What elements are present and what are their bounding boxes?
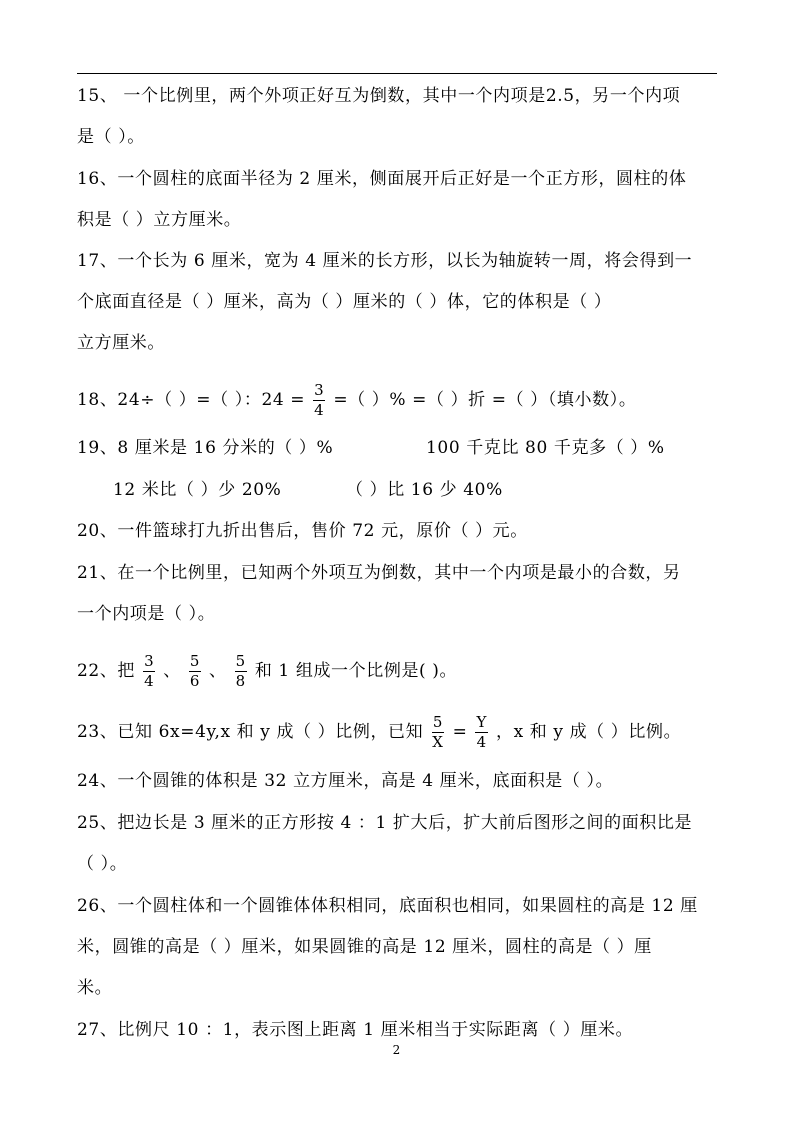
q23-fraction-2 — [475, 714, 488, 751]
q26-line1: 26、一个圆柱体和一个圆锥体体积相同，底面积也相同，如果圆柱的高是 12 厘 — [77, 896, 698, 916]
q23-f1-numerator: 5 — [432, 713, 443, 731]
q19-line1a: 19、8 厘米是 16 分米的（ ）% — [77, 438, 334, 458]
q15-line1: 15、 一个比例里，两个外项正好互为倒数，其中一个内项是2.5，另一个内项 — [77, 86, 681, 106]
q22-f2-numerator: 5 — [189, 652, 201, 670]
q24-line: 24、一个圆锥的体积是 32 立方厘米，高是 4 厘米，底面积是（ ）。 — [77, 771, 614, 791]
q27-line: 27、比例尺 10 ：1，表示图上距离 1 厘米相当于实际距离（ ）厘米。 — [77, 1020, 634, 1040]
q25-line1: 25、把边长是 3 厘米的正方形按 4 ：1 扩大后，扩大前后图形之间的面积比是 — [77, 813, 693, 833]
q23-f2-numerator: Y — [476, 713, 487, 731]
q19-line1b: 100 千克比 80 千克多（ ）% — [426, 438, 665, 458]
q22-f2-denominator: 6 — [189, 672, 201, 690]
q15-line2: 是（ ）。 — [77, 127, 145, 147]
page-number: 2 — [392, 1043, 401, 1057]
q22-f1-numerator: 3 — [144, 652, 155, 670]
q18-numerator: 3 — [314, 381, 325, 399]
header-rule — [77, 73, 717, 74]
q22-suffix: 和 1 组成一个比例是( )。 — [254, 661, 458, 681]
q19-line2a: 12 米比（ ）少 20% — [113, 480, 282, 500]
q23-prefix: 23、已知 6x=4y,x 和 y 成（ ）比例，已知 — [77, 722, 424, 742]
q20-line: 20、一件篮球打九折出售后，售价 72 元，原价（ ）元。 — [77, 521, 528, 541]
q22-line — [77, 653, 457, 690]
q26-line2: 米，圆锥的高是（ ）厘米，如果圆锥的高是 12 厘米，圆柱的高是（ ）厘 — [77, 937, 652, 957]
q22-separator-1: 、 — [163, 661, 181, 681]
q16-line1: 16、一个圆柱的底面半径为 2 厘米，侧面展开后正好是一个正方形，圆柱的体 — [77, 169, 687, 189]
q17-line1: 17、一个长为 6 厘米，宽为 4 厘米的长方形，以长为轴旋转一周，将会得到一 — [77, 251, 693, 271]
q17-line3: 立方厘米。 — [77, 333, 165, 353]
q22-f1-denominator: 4 — [144, 672, 155, 690]
q21-line2: 一个内项是（ ）。 — [77, 604, 216, 624]
q16-line2: 积是（ ）立方厘米。 — [77, 210, 242, 230]
q26-line3: 米。 — [77, 978, 113, 998]
q22-f3-denominator: 8 — [235, 672, 246, 690]
q22-fraction-2 — [189, 653, 201, 690]
q18-suffix: =（ ）% =（ ）折 =（ ）（填小数）。 — [333, 390, 637, 410]
q22-f3-numerator: 5 — [235, 652, 246, 670]
q23-equals: = — [452, 722, 468, 742]
q18-line — [77, 382, 636, 419]
q22-fraction-3 — [235, 653, 247, 690]
q23-suffix: ，x 和 y 成（ ）比例。 — [495, 722, 682, 742]
q18-denominator: 4 — [314, 401, 325, 419]
q18-fraction — [313, 382, 325, 419]
q22-prefix: 22、把 — [77, 661, 136, 681]
q23-fraction-1 — [431, 714, 444, 751]
q22-fraction-1 — [143, 653, 155, 690]
q23-f2-denominator: 4 — [476, 733, 487, 751]
q23-f1-denominator: X — [432, 733, 444, 751]
q19-line2b: （ ）比 16 少 40% — [346, 480, 503, 500]
q22-separator-2: 、 — [209, 661, 227, 681]
q25-line2: （ ）。 — [77, 854, 128, 874]
q21-line1: 21、在一个比例里，已知两个外项互为倒数，其中一个内项是最小的合数，另 — [77, 563, 681, 583]
q18-prefix: 18、24÷（ ）=（ ）：24 = — [77, 390, 306, 410]
q17-line2: 个底面直径是（ ）厘米，高为（ ）厘米的（ ）体，它的体积是（ ） — [77, 292, 612, 312]
q23-line — [77, 714, 681, 751]
